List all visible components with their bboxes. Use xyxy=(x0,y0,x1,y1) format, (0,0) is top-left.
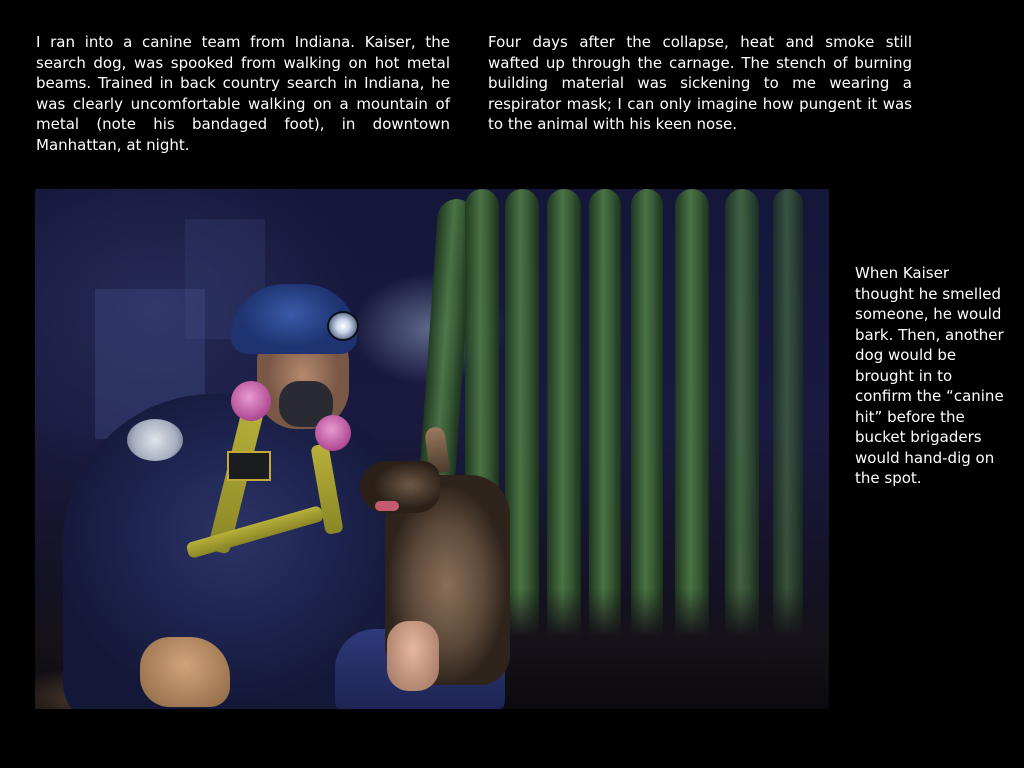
facade-beam xyxy=(505,189,539,649)
dog-tongue xyxy=(375,501,399,511)
respirator-filter xyxy=(231,381,271,421)
facade-beam xyxy=(589,189,621,649)
caption-left: I ran into a canine team from Indiana. Kaiser, the search dog, was spooked from walking on hot metal beams. Trained in back country search in Indiana, he was clearly uncomfortable walking on a mountain of metal (note his bandaged foot), in downtown Manhattan, at night. xyxy=(36,33,450,154)
facade-beam xyxy=(675,189,709,649)
bandaged-paw xyxy=(387,621,439,691)
facade-beam xyxy=(725,189,759,649)
photo-rescuer-and-search-dog xyxy=(35,189,829,709)
caption-side: When Kaiser thought he smelled someone, he would bark. Then, another dog would be brought in to confirm the “canine hit” before the bucket brigaders would hand-dig on the spot. xyxy=(855,264,1004,487)
helmet-lamp xyxy=(327,311,359,341)
facade-beam xyxy=(631,189,663,649)
name-badge xyxy=(227,451,271,481)
caption-right: Four days after the collapse, heat and smoke still wafted up through the carnage. The stench of burning building material was sickening to me wearing a respirator mask; I can only imagine how pungent it was to the animal with his keen nose. xyxy=(488,33,912,133)
respirator-filter xyxy=(315,415,351,451)
facade-beam xyxy=(547,189,581,649)
shoulder-patch xyxy=(127,419,183,461)
work-glove xyxy=(140,637,230,707)
search-dog-head xyxy=(360,461,440,513)
facade-beam xyxy=(773,189,803,649)
